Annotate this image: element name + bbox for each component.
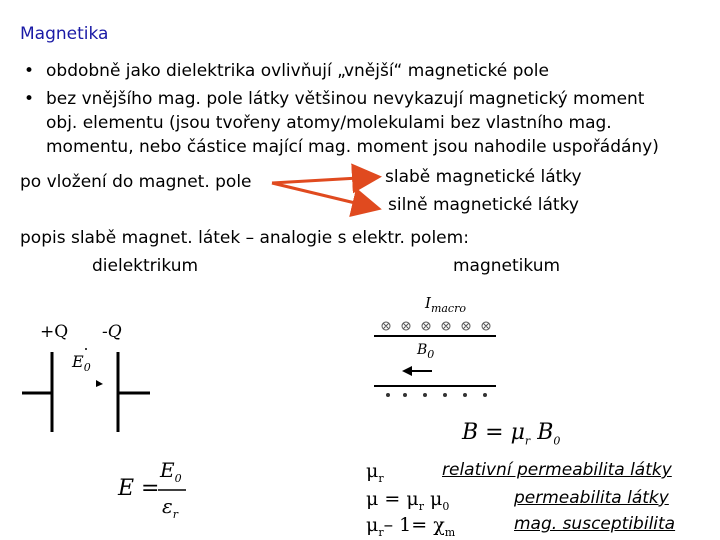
insert-label: po vložení do magnet. pole (20, 172, 252, 192)
def-3-symbol: $\mu_r-$ $1= \chi_m$ (366, 514, 456, 539)
bullet-marker: • (24, 89, 35, 109)
e-formula-lhs: E = (118, 476, 160, 501)
def-2-symbol: $\mu = \mu_r$ $\mu_0$ (366, 488, 450, 513)
i-macro-label: $I_{macro}$ (425, 294, 466, 315)
analogy-text: popis slabě magnet. látek – analogie s elektr. polem: (20, 228, 469, 248)
e-formula-denominator: $\varepsilon_r$ (162, 494, 178, 521)
def-1-symbol: $\mu_r$ (366, 460, 384, 485)
bullet-2-line-2: obj. elementu (jsou tvořeny atomy/molekulami bez vlastního mag. (46, 113, 612, 133)
e0-label: $E_0$ (72, 352, 91, 375)
bullet-2-line-3: momentu, nebo částice mající mag. moment jsou nahodile uspořádány) (46, 137, 659, 157)
bullet-2-line-1: bez vnějšího mag. pole látky většinou nevykazují magnetický moment (46, 89, 645, 109)
strong-magnetic-label: silně magnetické látky (388, 195, 579, 215)
def-2-desc: permeabilita látky (514, 488, 669, 508)
plus-q-label: +Q (40, 322, 69, 342)
analogy-right: magnetikum (453, 256, 561, 276)
page-title: Magnetika (20, 24, 109, 44)
bullet-marker: • (24, 61, 35, 81)
weak-magnetic-label: slabě magnetické látky (385, 167, 582, 187)
e-formula-numerator: $E_0$ (160, 458, 182, 485)
b0-label: $B_0$ (417, 342, 435, 361)
minus-q-label: -Q (102, 322, 122, 342)
def-1-desc: relativní permeabilita látky (442, 460, 672, 480)
def-3-desc: mag. susceptibilita (514, 514, 676, 534)
b-formula: $B = \mu_r$ $B_0$ (462, 420, 561, 448)
analogy-left: dielektrikum (92, 256, 199, 276)
bullet-1-text: obdobně jako dielektrika ovlivňují „vnější“ magnetické pole (46, 61, 549, 81)
